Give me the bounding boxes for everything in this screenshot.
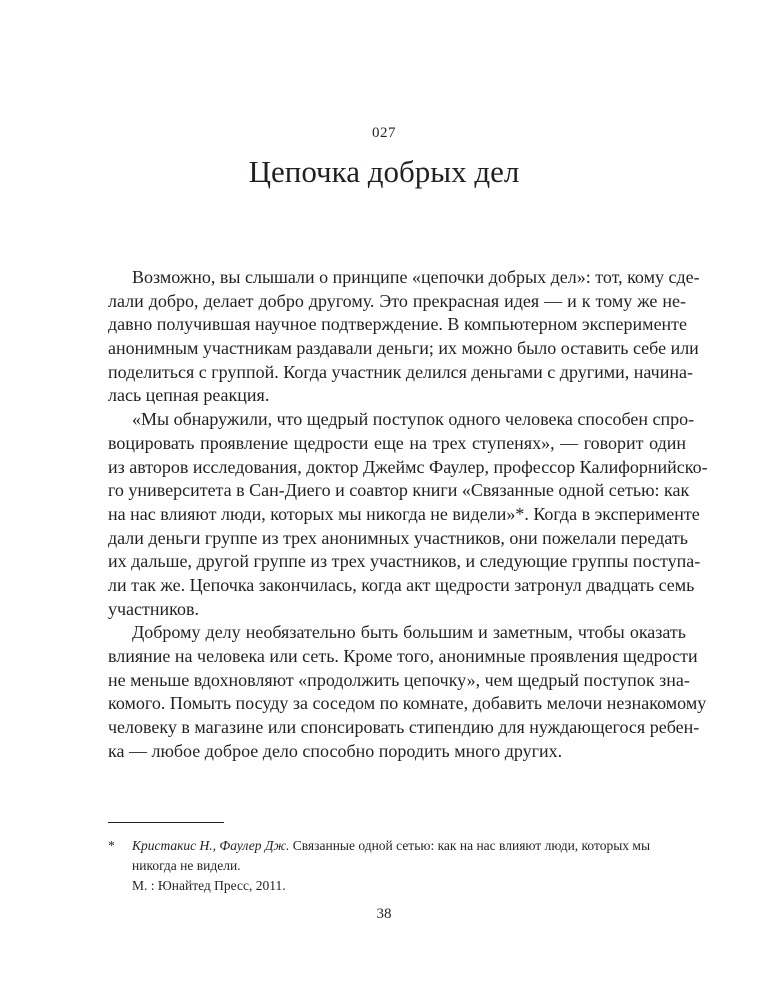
- text-line: лали добро, делает добро другому. Это прекрасная идея — и к тому же не-: [108, 290, 686, 311]
- page-number: 38: [376, 906, 392, 922]
- paragraph-3: [108, 621, 707, 763]
- text-line: влияние на человека или сеть. Кроме того, анонимные проявления щедрости: [108, 646, 698, 666]
- footnote-publisher: М. : Юнайтед Пресс, 2011.: [132, 878, 286, 893]
- text-line: дали деньги группе из трех анонимных участников, они пожелали передать: [108, 527, 688, 548]
- text-line: Возможно, вы слышали о принципе «цепочки добрых дел»: тот, кому сде-: [132, 267, 700, 287]
- text-line: поделиться с группой. Когда участник делился деньгами с другими, начина-: [108, 361, 693, 382]
- text-line: давно получившая научное подтверждение. В компьютерном эксперименте: [108, 314, 688, 335]
- body-text: [108, 266, 708, 763]
- text-line: го университета в Сан-Диего и соавтор книги «Связанные одной сетью: как: [108, 480, 690, 501]
- text-line: из авторов исследования, доктор Джеймс Фаулер, профессор Калифорнийско-: [108, 456, 708, 477]
- text-line: «Мы обнаружили, что щедрый поступок одного человека способен спро-: [132, 409, 695, 430]
- text-line: их дальше, другой группе из трех участников, и следующие группы поступа-: [108, 551, 701, 572]
- footnote-marker: *: [108, 838, 115, 853]
- text-line: Доброму делу необязательно быть большим и заметным, чтобы оказать: [132, 622, 686, 643]
- text-line: ли так же. Цепочка закончилась, когда акт щедрости затронул двадцать семь: [108, 574, 695, 595]
- paragraph-1: [108, 266, 700, 408]
- footnote-text: Связанные одной сетью: как на нас влияют люди, которых мы никогда не видели.: [132, 838, 651, 873]
- text-line: ка — любое доброе дело способно породить много других.: [108, 740, 563, 761]
- text-line: комого. Помыть посуду за соседом по комнате, добавить мелочи незнакомому: [108, 693, 707, 714]
- chapter-number: 027: [372, 125, 396, 141]
- text-line: не меньше вдохновляют «продолжить цепочку», чем щедрый поступок зна-: [108, 669, 690, 690]
- text-line: человеку в магазине или спонсировать стипендию для нуждающегося ребен-: [108, 717, 700, 738]
- text-line: воцировать проявление щедрости еще на трех ступенях», — говорит один: [108, 432, 686, 453]
- footnote-body: [132, 836, 698, 896]
- footnote-authors: Кристакис Н., Фаулер Дж.: [132, 838, 290, 853]
- text-line: участников.: [108, 598, 199, 619]
- footnote: [108, 836, 698, 896]
- footnote-divider: [108, 822, 224, 823]
- text-line: на нас влияют люди, которых мы никогда не видели»*. Когда в эксперименте: [108, 503, 700, 524]
- paragraph-2: [108, 408, 708, 621]
- chapter-title: Цепочка добрых дел: [248, 154, 520, 189]
- text-line: анонимным участникам раздавали деньги; их можно было оставить себе или: [108, 338, 699, 359]
- text-line: лась цепная реакция.: [108, 385, 270, 406]
